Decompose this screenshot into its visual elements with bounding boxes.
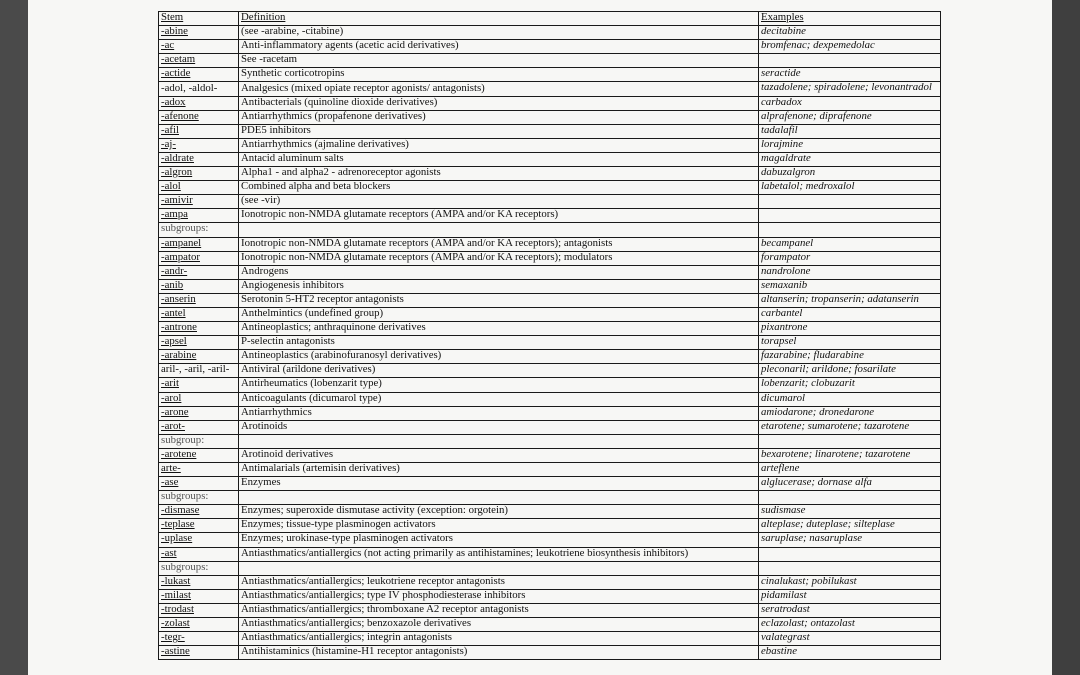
examples-cell: arteflene bbox=[759, 463, 941, 477]
table-row bbox=[159, 477, 941, 491]
table-row bbox=[159, 54, 941, 68]
examples-cell: tadalafil bbox=[759, 124, 941, 138]
definition-cell bbox=[239, 434, 759, 448]
examples-cell bbox=[759, 561, 941, 575]
table-row bbox=[159, 406, 941, 420]
table-row bbox=[159, 533, 941, 547]
stem-cell: -aj- bbox=[159, 138, 239, 152]
table-row bbox=[159, 561, 941, 575]
definition-cell: Angiogenesis inhibitors bbox=[239, 279, 759, 293]
table-row bbox=[159, 364, 941, 378]
stem-cell: -arabine bbox=[159, 350, 239, 364]
stem-cell: subgroups: bbox=[159, 561, 239, 575]
examples-cell bbox=[759, 195, 941, 209]
examples-cell: dicumarol bbox=[759, 392, 941, 406]
table-row bbox=[159, 463, 941, 477]
examples-cell: alteplase; duteplase; silteplase bbox=[759, 519, 941, 533]
examples-cell: eclazolast; ontazolast bbox=[759, 618, 941, 632]
table-body bbox=[159, 26, 941, 660]
examples-cell: fazarabine; fludarabine bbox=[759, 350, 941, 364]
examples-cell bbox=[759, 223, 941, 237]
definition-cell: Antacid aluminum salts bbox=[239, 152, 759, 166]
table-row bbox=[159, 251, 941, 265]
left-margin-shadow bbox=[0, 0, 28, 675]
table-row bbox=[159, 491, 941, 505]
definition-cell: Antihistaminics (histamine-H1 receptor antagonists) bbox=[239, 646, 759, 660]
examples-cell: labetalol; medroxalol bbox=[759, 181, 941, 195]
table-row bbox=[159, 434, 941, 448]
definition-cell bbox=[239, 561, 759, 575]
examples-cell: seratrodast bbox=[759, 603, 941, 617]
definition-cell: Serotonin 5-HT2 receptor antagonists bbox=[239, 293, 759, 307]
definition-cell: P-selectin antagonists bbox=[239, 336, 759, 350]
table-row bbox=[159, 618, 941, 632]
table-row bbox=[159, 293, 941, 307]
definition-cell: Enzymes bbox=[239, 477, 759, 491]
examples-cell: dabuzalgron bbox=[759, 167, 941, 181]
examples-cell bbox=[759, 209, 941, 223]
definition-cell: Arotinoid derivatives bbox=[239, 448, 759, 462]
examples-cell: bexarotene; linarotene; tazarotene bbox=[759, 448, 941, 462]
table-row bbox=[159, 110, 941, 124]
header-definition: Definition bbox=[239, 12, 759, 26]
stem-cell: -apsel bbox=[159, 336, 239, 350]
table-row bbox=[159, 322, 941, 336]
table-row bbox=[159, 392, 941, 406]
definition-cell bbox=[239, 223, 759, 237]
definition-cell: Antiarrhythmics (propafenone derivatives) bbox=[239, 110, 759, 124]
examples-cell: seractide bbox=[759, 68, 941, 82]
stem-cell: -teplase bbox=[159, 519, 239, 533]
definition-cell: Ionotropic non-NMDA glutamate receptors (AMPA and/or KA receptors); antagonists bbox=[239, 237, 759, 251]
definition-cell: Antimalarials (artemisin derivatives) bbox=[239, 463, 759, 477]
table-row bbox=[159, 378, 941, 392]
table-row bbox=[159, 209, 941, 223]
stem-cell: arte- bbox=[159, 463, 239, 477]
table-row bbox=[159, 82, 941, 96]
stem-cell: subgroup: bbox=[159, 434, 239, 448]
definition-cell: Ionotropic non-NMDA glutamate receptors (AMPA and/or KA receptors) bbox=[239, 209, 759, 223]
definition-cell: Anticoagulants (dicumarol type) bbox=[239, 392, 759, 406]
header-examples: Examples bbox=[759, 12, 941, 26]
examples-cell: saruplase; nasaruplase bbox=[759, 533, 941, 547]
definition-cell bbox=[239, 491, 759, 505]
stem-cell: -ase bbox=[159, 477, 239, 491]
stem-cell: -alol bbox=[159, 181, 239, 195]
examples-cell: pleconaril; arildone; fosarilate bbox=[759, 364, 941, 378]
table-row bbox=[159, 336, 941, 350]
definition-cell: Alpha1 - and alpha2 - adrenoreceptor agonists bbox=[239, 167, 759, 181]
stem-cell: -anserin bbox=[159, 293, 239, 307]
definition-cell: Ionotropic non-NMDA glutamate receptors (AMPA and/or KA receptors); modulators bbox=[239, 251, 759, 265]
table-row bbox=[159, 519, 941, 533]
stem-cell: -ampa bbox=[159, 209, 239, 223]
stem-cell: -uplase bbox=[159, 533, 239, 547]
stem-cell: -ast bbox=[159, 547, 239, 561]
examples-cell: altanserin; tropanserin; adatanserin bbox=[759, 293, 941, 307]
examples-cell: ebastine bbox=[759, 646, 941, 660]
stem-cell: -ampator bbox=[159, 251, 239, 265]
examples-cell bbox=[759, 547, 941, 561]
definition-cell: Enzymes; urokinase-type plasminogen activators bbox=[239, 533, 759, 547]
stem-cell: -afil bbox=[159, 124, 239, 138]
examples-cell: alglucerase; dornase alfa bbox=[759, 477, 941, 491]
stem-cell: -anib bbox=[159, 279, 239, 293]
stem-cell: -adol, -aldol- bbox=[159, 82, 239, 96]
examples-cell: nandrolone bbox=[759, 265, 941, 279]
definition-cell: Antibacterials (quinoline dioxide derivatives) bbox=[239, 96, 759, 110]
table-row bbox=[159, 307, 941, 321]
stem-cell: -antrone bbox=[159, 322, 239, 336]
table-row bbox=[159, 279, 941, 293]
table-row bbox=[159, 124, 941, 138]
stem-cell: -dismase bbox=[159, 505, 239, 519]
stem-cell: -zolast bbox=[159, 618, 239, 632]
stem-cell: -arotene bbox=[159, 448, 239, 462]
definition-cell: Antirheumatics (lobenzarit type) bbox=[239, 378, 759, 392]
definition-cell: Anthelmintics (undefined group) bbox=[239, 307, 759, 321]
table-row bbox=[159, 167, 941, 181]
header-stem: Stem bbox=[159, 12, 239, 26]
examples-cell: torapsel bbox=[759, 336, 941, 350]
stem-cell: -astine bbox=[159, 646, 239, 660]
definition-cell: Antiasthmatics/antiallergics; type IV phosphodiesterase inhibitors bbox=[239, 589, 759, 603]
examples-cell: carbadox bbox=[759, 96, 941, 110]
stem-cell: -adox bbox=[159, 96, 239, 110]
table-row bbox=[159, 547, 941, 561]
stem-cell: -lukast bbox=[159, 575, 239, 589]
table-row bbox=[159, 420, 941, 434]
table-row bbox=[159, 589, 941, 603]
examples-cell: valategrast bbox=[759, 632, 941, 646]
drug-stem-table bbox=[158, 11, 941, 660]
table-row bbox=[159, 350, 941, 364]
stem-cell: -ampanel bbox=[159, 237, 239, 251]
examples-cell bbox=[759, 491, 941, 505]
definition-cell: Androgens bbox=[239, 265, 759, 279]
stem-cell: subgroups: bbox=[159, 223, 239, 237]
stem-cell: -algron bbox=[159, 167, 239, 181]
definition-cell: Antiasthmatics/antiallergics; thromboxane A2 receptor antagonists bbox=[239, 603, 759, 617]
examples-cell: cinalukast; pobilukast bbox=[759, 575, 941, 589]
examples-cell bbox=[759, 54, 941, 68]
definition-cell: Antiasthmatics/antiallergics; benzoxazole derivatives bbox=[239, 618, 759, 632]
table-row bbox=[159, 26, 941, 40]
examples-cell: magaldrate bbox=[759, 152, 941, 166]
table-row bbox=[159, 40, 941, 54]
examples-cell: decitabine bbox=[759, 26, 941, 40]
stem-cell: -acetam bbox=[159, 54, 239, 68]
examples-cell: forampator bbox=[759, 251, 941, 265]
stem-cell: -abine bbox=[159, 26, 239, 40]
definition-cell: (see -vir) bbox=[239, 195, 759, 209]
table-row bbox=[159, 505, 941, 519]
stem-cell: -ac bbox=[159, 40, 239, 54]
examples-cell bbox=[759, 434, 941, 448]
stem-cell: -afenone bbox=[159, 110, 239, 124]
table-row bbox=[159, 138, 941, 152]
stem-cell: -actide bbox=[159, 68, 239, 82]
examples-cell: amiodarone; dronedarone bbox=[759, 406, 941, 420]
definition-cell: PDE5 inhibitors bbox=[239, 124, 759, 138]
examples-cell: pidamilast bbox=[759, 589, 941, 603]
examples-cell: semaxanib bbox=[759, 279, 941, 293]
stem-cell: subgroups: bbox=[159, 491, 239, 505]
right-margin-shadow bbox=[1052, 0, 1080, 675]
stem-cell: -milast bbox=[159, 589, 239, 603]
stem-cell: -amivir bbox=[159, 195, 239, 209]
stem-cell: -tegr- bbox=[159, 632, 239, 646]
stem-cell: -arone bbox=[159, 406, 239, 420]
table-row bbox=[159, 575, 941, 589]
stem-cell: -aldrate bbox=[159, 152, 239, 166]
definition-cell: Anti-inflammatory agents (acetic acid derivatives) bbox=[239, 40, 759, 54]
definition-cell: Antiviral (arildone derivatives) bbox=[239, 364, 759, 378]
table-row bbox=[159, 195, 941, 209]
table-row bbox=[159, 646, 941, 660]
stem-cell: -andr- bbox=[159, 265, 239, 279]
table-row bbox=[159, 68, 941, 82]
definition-cell: Analgesics (mixed opiate receptor agonists/ antagonists) bbox=[239, 82, 759, 96]
definition-cell: Combined alpha and beta blockers bbox=[239, 181, 759, 195]
definition-cell: Synthetic corticotropins bbox=[239, 68, 759, 82]
examples-cell: carbantel bbox=[759, 307, 941, 321]
definition-cell: See -racetam bbox=[239, 54, 759, 68]
definition-cell: Antiasthmatics/antiallergics; integrin antagonists bbox=[239, 632, 759, 646]
table-row bbox=[159, 603, 941, 617]
table-header-row bbox=[159, 12, 941, 26]
table-row bbox=[159, 96, 941, 110]
examples-cell: sudismase bbox=[759, 505, 941, 519]
definition-cell: Antiarrhythmics (ajmaline derivatives) bbox=[239, 138, 759, 152]
examples-cell: lorajmine bbox=[759, 138, 941, 152]
table-row bbox=[159, 237, 941, 251]
stem-cell: -arol bbox=[159, 392, 239, 406]
examples-cell: pixantrone bbox=[759, 322, 941, 336]
stem-cell: aril-, -aril, -aril- bbox=[159, 364, 239, 378]
definition-cell: Arotinoids bbox=[239, 420, 759, 434]
definition-cell: Antiasthmatics/antiallergics (not acting primarily as antihistamines; leukotriene biosynthesis inhibitors) bbox=[239, 547, 759, 561]
examples-cell: bromfenac; dexpemedolac bbox=[759, 40, 941, 54]
stem-cell: -arot- bbox=[159, 420, 239, 434]
table-row bbox=[159, 181, 941, 195]
table-row bbox=[159, 632, 941, 646]
definition-cell: (see -arabine, -citabine) bbox=[239, 26, 759, 40]
examples-cell: tazadolene; spiradolene; levonantradol bbox=[759, 82, 941, 96]
table-row bbox=[159, 265, 941, 279]
definition-cell: Antiarrhythmics bbox=[239, 406, 759, 420]
definition-cell: Antiasthmatics/antiallergics; leukotriene receptor antagonists bbox=[239, 575, 759, 589]
stem-cell: -antel bbox=[159, 307, 239, 321]
definition-cell: Antineoplastics (arabinofuranosyl derivatives) bbox=[239, 350, 759, 364]
stem-cell: -trodast bbox=[159, 603, 239, 617]
examples-cell: lobenzarit; clobuzarit bbox=[759, 378, 941, 392]
table-row bbox=[159, 152, 941, 166]
table-row bbox=[159, 223, 941, 237]
definition-cell: Antineoplastics; anthraquinone derivatives bbox=[239, 322, 759, 336]
definition-cell: Enzymes; tissue-type plasminogen activators bbox=[239, 519, 759, 533]
table-row bbox=[159, 448, 941, 462]
examples-cell: alprafenone; diprafenone bbox=[759, 110, 941, 124]
examples-cell: becampanel bbox=[759, 237, 941, 251]
definition-cell: Enzymes; superoxide dismutase activity (exception: orgotein) bbox=[239, 505, 759, 519]
examples-cell: etarotene; sumarotene; tazarotene bbox=[759, 420, 941, 434]
stem-cell: -arit bbox=[159, 378, 239, 392]
document-page bbox=[28, 0, 1052, 675]
